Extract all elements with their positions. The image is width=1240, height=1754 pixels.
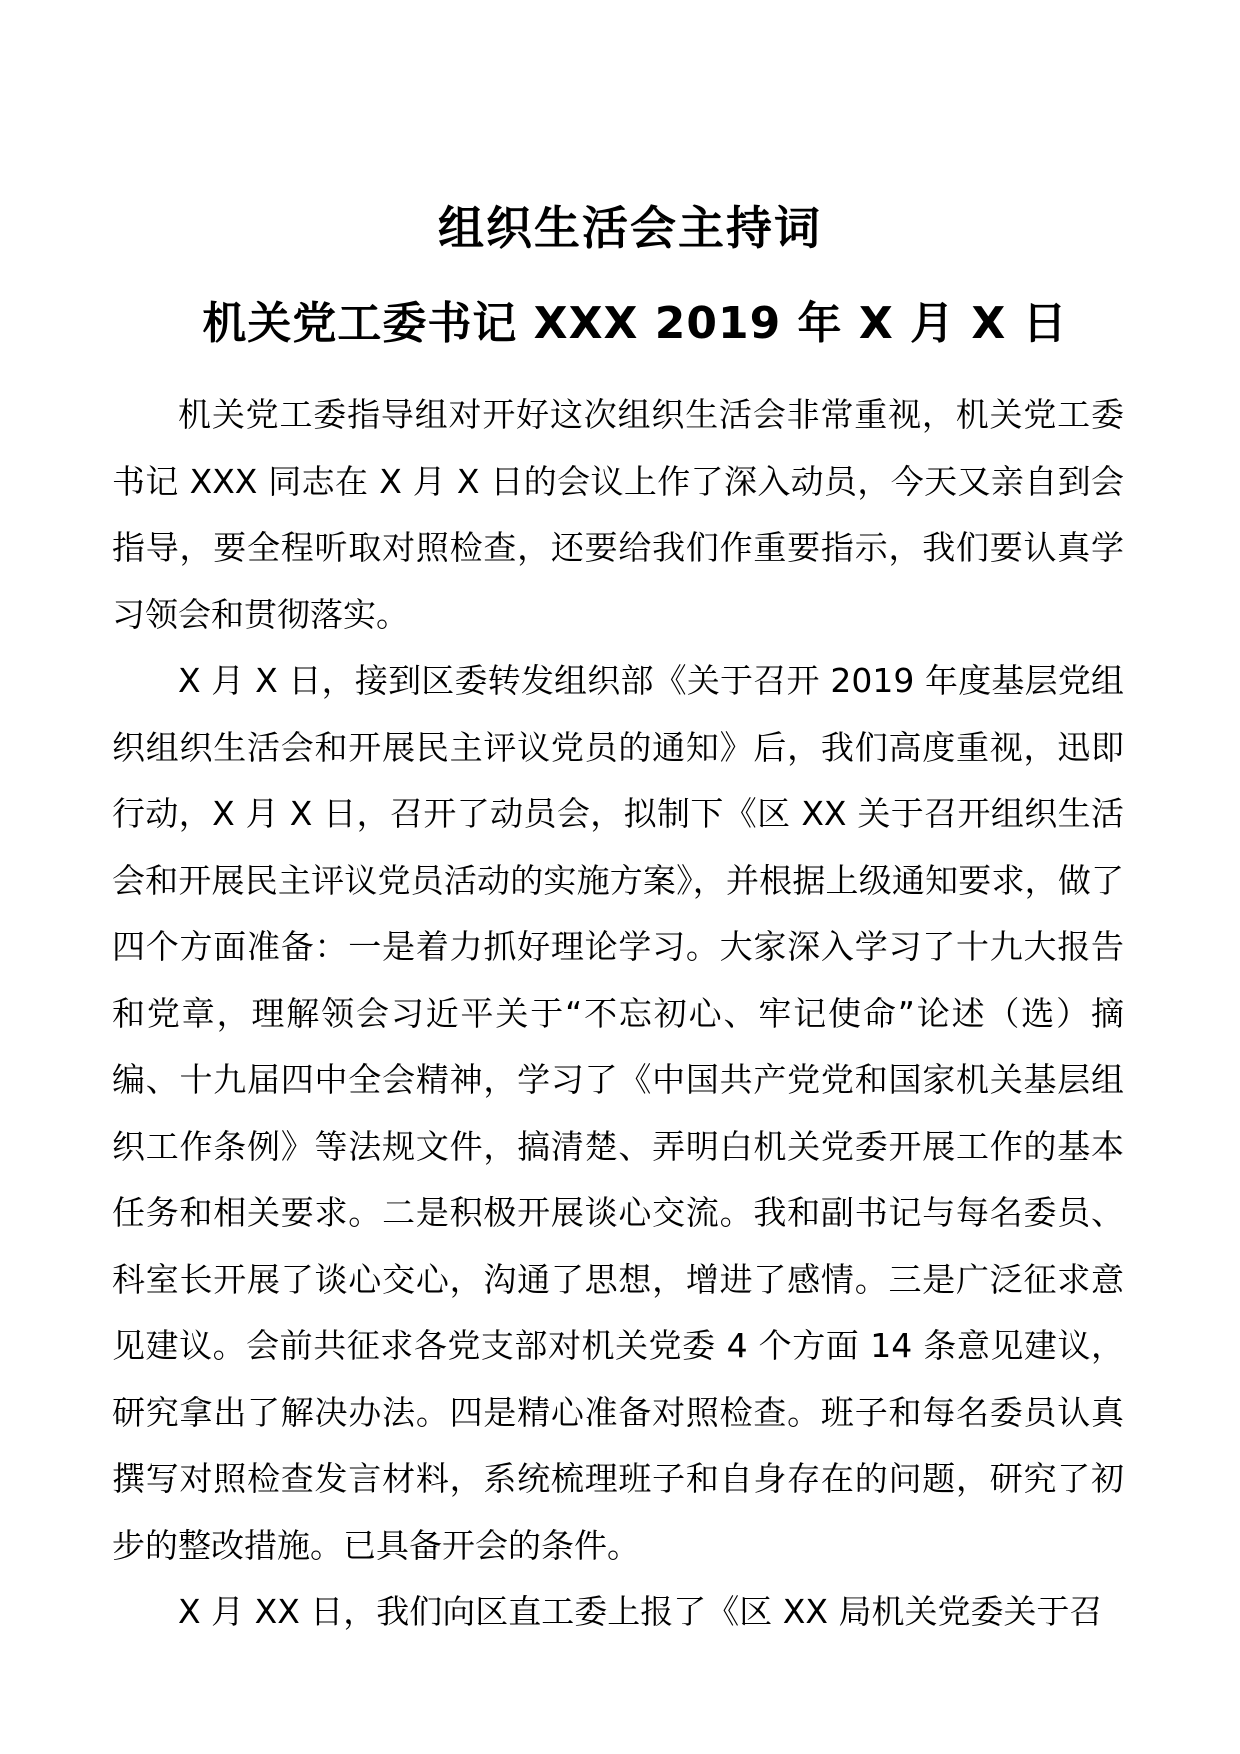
- document-subtitle: 机关党工委书记 XXX 2019 年 X 月 X 日: [202, 298, 1068, 349]
- paragraph-3: X 月 XX 日，我们向区直工委上报了《区 XX 局机关党委关于召: [178, 1592, 1103, 1631]
- document-title: 组织生活会主持词: [438, 201, 822, 255]
- document-body: [112, 382, 1124, 1646]
- paragraph-2: X 月 X 日，接到区委转发组织部《关于召开 2019 年度基层党组织组织生活会和开展民主评议党员的通知》后，我们高度重视，迅即行动，X 月 X 日，召开了动员会，拟制下《区 XX 关于召开组织生活会和开展民主评议党员活动的实施方案》，并根据上级通知要求，做了四个方面准备：一是着力抓好理论学习。大家深入学习了十九大报告和党章，理解领会习近平关于“不忘初心、牢记使命”论述（选）摘编、十九届四中全会精神，学习了《中国共产党党和国家机关基层组织工作条例》等法规文件，搞清楚、弄明白机关党委开展工作的基本任务和相关要求。二是积极开展谈心交流。我和副书记与每名委员、科室长开展了谈心交心，沟通了思想，增进了感情。三是广泛征求意见建议。会前共征求各党支部对机关党委 4 个方面 14 条意见建议，研究拿出了解决办法。四是精心准备对照检查。班子和每名委员认真撰写对照检查发言材料，系统梳理班子和自身存在的问题，研究了初步的整改措施。已具备开会的条件。: [112, 661, 1124, 1565]
- paragraph-1: 机关党工委指导组对开好这次组织生活会非常重视，机关党工委书记 XXX 同志在 X 月 X 日的会议上作了深入动员，今天又亲自到会指导，要全程听取对照检查，还要给我们作重要指示，我们要认真学习领会和贯彻落实。: [112, 395, 1124, 634]
